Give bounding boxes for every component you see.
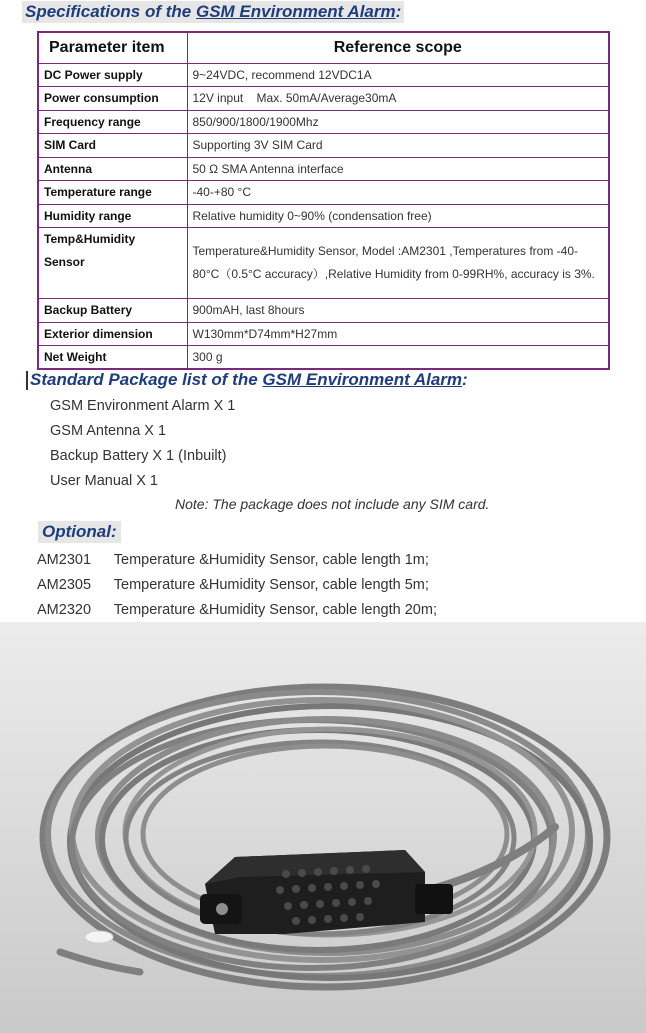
param-cell-line2: Sensor (44, 255, 85, 269)
table-row (38, 110, 609, 134)
table-header-row (38, 32, 609, 63)
optional-list (37, 549, 437, 624)
value-cell: 850/900/1800/1900Mhz (187, 110, 609, 134)
table-row (38, 322, 609, 346)
column-header-parameter: Parameter item (38, 32, 187, 63)
table-row (38, 134, 609, 158)
value-cell: Relative humidity 0~90% (condensation free) (187, 204, 609, 228)
package-heading (30, 369, 468, 391)
param-cell: SIM Card (38, 134, 187, 158)
table-row (38, 63, 609, 87)
specifications-heading-suffix: : (395, 2, 402, 21)
list-item: Backup Battery X 1 (Inbuilt) (50, 448, 227, 464)
param-cell: Net Weight (38, 346, 187, 370)
table-row (38, 346, 609, 370)
optional-heading: Optional: (38, 521, 121, 543)
param-cell: Power consumption (38, 87, 187, 111)
specifications-heading (22, 1, 404, 23)
value-cell: -40-+80 °C (187, 181, 609, 205)
value-cell: 900mAH, last 8hours (187, 299, 609, 323)
sensor-cable-photo (0, 622, 646, 1033)
param-cell: Exterior dimension (38, 322, 187, 346)
param-cell: Frequency range (38, 110, 187, 134)
sensor-housing (200, 850, 453, 934)
model-code: AM2301 (37, 552, 92, 568)
table-row (38, 204, 609, 228)
list-item (37, 599, 437, 624)
cable-tie (85, 931, 113, 943)
model-description: Temperature &Humidity Sensor, cable length 20m; (113, 602, 437, 618)
param-cell: Antenna (38, 157, 187, 181)
param-cell: Backup Battery (38, 299, 187, 323)
table-row (38, 181, 609, 205)
package-heading-suffix: : (462, 370, 468, 389)
value-cell: Temperature&Humidity Sensor, Model :AM2301 ,Temperatures from -40-80°C（0.5°C accuracy）,Relative Humidity from 0-99RH%, accuracy is 3%. (187, 228, 609, 299)
list-item (37, 549, 437, 574)
value-cell: 12V input Max. 50mA/Average30mA (187, 87, 609, 111)
table-row (38, 87, 609, 111)
list-item: User Manual X 1 (50, 473, 158, 489)
value-cell: W130mm*D74mm*H27mm (187, 322, 609, 346)
value-cell: 50 Ω SMA Antenna interface (187, 157, 609, 181)
specifications-heading-prefix: Specifications of the (25, 2, 196, 21)
list-item: GSM Antenna X 1 (50, 423, 167, 439)
list-item (37, 574, 437, 599)
text-cursor (26, 371, 28, 390)
param-cell (38, 228, 187, 299)
specifications-heading-product: GSM Environment Alarm (195, 2, 396, 21)
param-cell: Temperature range (38, 181, 187, 205)
package-list (50, 395, 235, 495)
table-row (38, 299, 609, 323)
specifications-table (37, 31, 610, 370)
model-description: Temperature &Humidity Sensor, cable length 1m; (113, 552, 429, 568)
model-description: Temperature &Humidity Sensor, cable length 5m; (113, 577, 429, 593)
table-row (38, 157, 609, 181)
package-heading-prefix: Standard Package list of the (30, 370, 263, 389)
model-code: AM2305 (37, 577, 92, 593)
param-cell: DC Power supply (38, 63, 187, 87)
value-cell: Supporting 3V SIM Card (187, 134, 609, 158)
package-note: Note: The package does not include any SIM card. (175, 496, 490, 512)
list-item: GSM Environment Alarm X 1 (50, 398, 236, 414)
value-cell: 9~24VDC, recommend 12VDC1A (187, 63, 609, 87)
param-cell: Humidity range (38, 204, 187, 228)
model-code: AM2320 (37, 602, 92, 618)
table-row (38, 228, 609, 299)
param-cell-line1: Temp&Humidity (44, 232, 136, 246)
column-header-reference: Reference scope (187, 32, 609, 63)
package-heading-product: GSM Environment Alarm (262, 370, 463, 389)
value-cell: 300 g (187, 346, 609, 370)
